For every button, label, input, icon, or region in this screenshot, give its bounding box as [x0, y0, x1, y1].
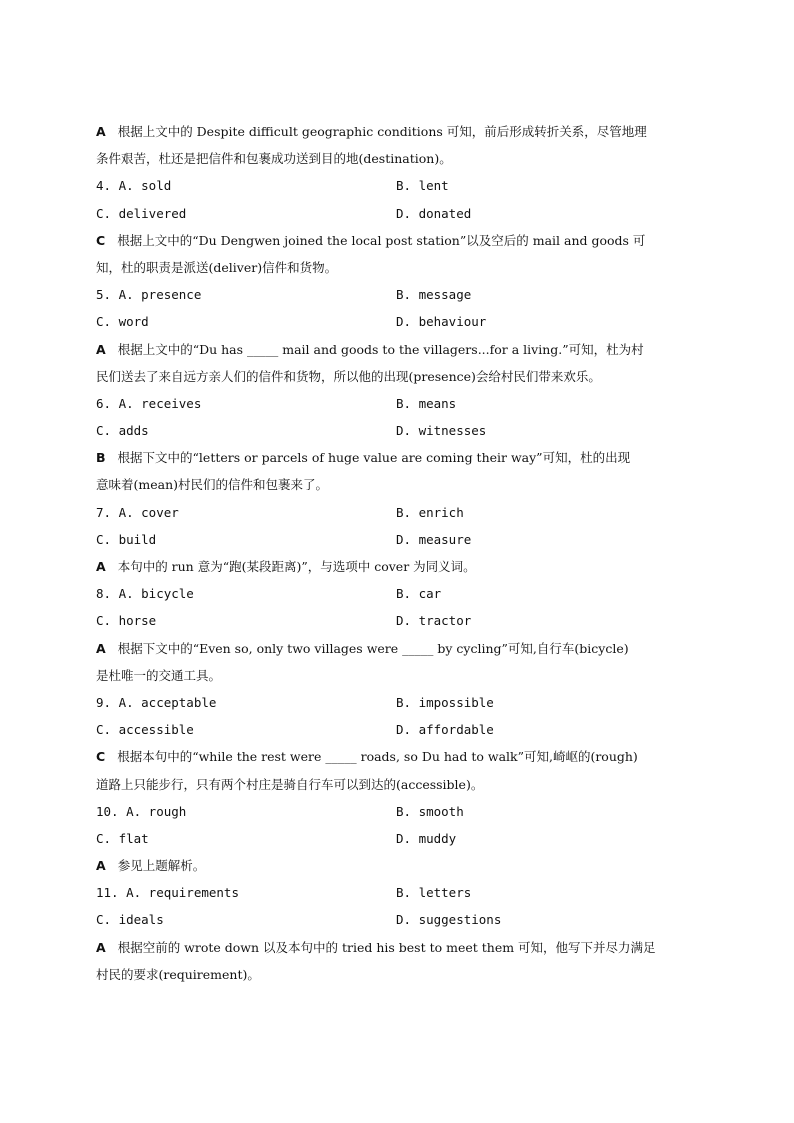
option-left: C. delivered	[96, 205, 187, 221]
option-row	[96, 308, 700, 335]
option-row	[96, 281, 700, 308]
explanation-text: 根据下文中的“letters or parcels of huge value are coming their way”可知，杜的出现	[117, 450, 631, 466]
option-left: C. adds	[96, 423, 149, 439]
answer-explanation	[96, 118, 700, 172]
option-left: C. ideals	[96, 912, 164, 928]
option-left: 9. A. acceptable	[96, 694, 217, 710]
option-row	[96, 879, 700, 906]
explanation-line	[96, 553, 700, 580]
explanation-text: 参见上题解析。	[117, 858, 206, 874]
explanation-line	[96, 934, 700, 961]
option-right: B. message	[396, 287, 472, 303]
answer-explanation	[96, 852, 700, 879]
explanation-line	[96, 771, 700, 798]
option-row	[96, 499, 700, 526]
option-row	[96, 798, 700, 825]
answer-explanation	[96, 444, 700, 498]
explanation-line	[96, 852, 700, 879]
explanation-text: 根据上文中的 Despite difficult geographic conditions 可知，前后形成转折关系，尽管地理	[117, 124, 647, 139]
explanation-text: 意味着(mean)村民们的信件和包裹来了。	[96, 477, 329, 493]
explanation-text: 民们送去了来自远方亲人们的信件和货物，所以他的出现(presence)会给村民们带来欢乐。	[96, 368, 601, 384]
option-left: 6. A. receives	[96, 395, 202, 411]
explanation-text: 条件艰苦，杜还是把信件和包裹成功送到目的地(destination)。	[96, 151, 452, 167]
explanation-line	[96, 363, 700, 390]
explanation-line	[96, 227, 700, 254]
option-left: 7. A. cover	[96, 504, 179, 520]
answer-letter: A	[96, 640, 106, 656]
option-right: B. lent	[396, 178, 449, 194]
option-row	[96, 526, 700, 553]
option-left: 8. A. bicycle	[96, 586, 194, 602]
explanation-line	[96, 254, 700, 281]
explanation-text: 根据空前的 wrote down 以及本句中的 tried his best to meet them 可知，他写下并尽力满足	[117, 939, 656, 955]
answer-letter: A	[96, 559, 106, 574]
option-right: D. behaviour	[396, 314, 487, 330]
explanation-line	[96, 662, 700, 689]
explanation-line	[96, 635, 700, 662]
explanation-line	[96, 444, 700, 471]
explanation-text: 本句中的 run 意为“跑(某段距离)”，与选项中 cover 为同义词。	[117, 559, 476, 574]
answer-explanation	[96, 336, 700, 390]
answer-explanation	[96, 743, 700, 797]
answer-explanation	[96, 934, 700, 988]
option-left: C. word	[96, 314, 149, 330]
option-right: D. suggestions	[396, 912, 502, 928]
option-row	[96, 689, 700, 716]
option-left: C. build	[96, 531, 157, 547]
explanation-line	[96, 961, 700, 988]
explanation-line	[96, 118, 700, 145]
option-row	[96, 580, 700, 607]
explanation-line	[96, 471, 700, 498]
option-right: B. letters	[396, 885, 472, 901]
answer-explanation	[96, 227, 700, 281]
option-row	[96, 825, 700, 852]
option-right: D. tractor	[396, 613, 472, 629]
option-row	[96, 200, 700, 227]
option-row	[96, 172, 700, 199]
option-right: D. affordable	[396, 722, 494, 738]
answer-letter: A	[96, 858, 106, 874]
option-right: B. smooth	[396, 803, 464, 819]
explanation-line	[96, 336, 700, 363]
option-row	[96, 417, 700, 444]
option-right: D. donated	[396, 205, 472, 221]
explanation-line	[96, 145, 700, 172]
explanation-text: 根据下文中的“Even so, only two villages were _____ by cycling”可知,自行车(bicycle)	[117, 640, 629, 656]
explanation-line	[96, 743, 700, 770]
option-left: C. accessible	[96, 722, 194, 738]
option-left: C. flat	[96, 830, 149, 846]
option-right: B. enrich	[396, 504, 464, 520]
option-left: 4. A. sold	[96, 178, 172, 194]
option-right: B. car	[396, 586, 442, 602]
option-right: B. impossible	[396, 694, 494, 710]
answer-explanation	[96, 635, 700, 689]
option-row	[96, 906, 700, 933]
option-right: D. muddy	[396, 830, 457, 846]
explanation-text: 道路上只能步行，只有两个村庄是骑自行车可以到达的(accessible)。	[96, 776, 484, 792]
explanation-text: 知，杜的职责是派送(deliver)信件和货物。	[96, 259, 338, 275]
explanation-text: 根据本句中的“while the rest were _____ roads, so Du had to walk”可知,崎岖的(rough)	[117, 749, 638, 765]
option-right: D. measure	[396, 531, 472, 547]
answer-letter: A	[96, 341, 106, 357]
option-row	[96, 716, 700, 743]
explanation-text: 根据上文中的“Du has _____ mail and goods to the villagers...for a living.”可知，杜为村	[117, 341, 644, 357]
answer-letter: A	[96, 124, 106, 139]
option-left: 11. A. requirements	[96, 885, 239, 901]
answer-letter: B	[96, 450, 106, 466]
explanation-text: 根据上文中的“Du Dengwen joined the local post station”以及空后的 mail and goods 可	[117, 232, 646, 248]
answer-letter: C	[96, 749, 106, 765]
answer-letter: A	[96, 939, 106, 955]
option-left: 10. A. rough	[96, 803, 187, 819]
answer-explanation	[96, 553, 700, 580]
option-right: B. means	[396, 395, 457, 411]
explanation-text: 是杜唯一的交通工具。	[96, 667, 222, 683]
document-page	[96, 118, 700, 988]
explanation-text: 村民的要求(requirement)。	[96, 966, 260, 982]
option-row	[96, 390, 700, 417]
option-right: D. witnesses	[396, 423, 487, 439]
option-left: C. horse	[96, 613, 157, 629]
option-left: 5. A. presence	[96, 287, 202, 303]
option-row	[96, 607, 700, 634]
answer-letter: C	[96, 232, 106, 248]
